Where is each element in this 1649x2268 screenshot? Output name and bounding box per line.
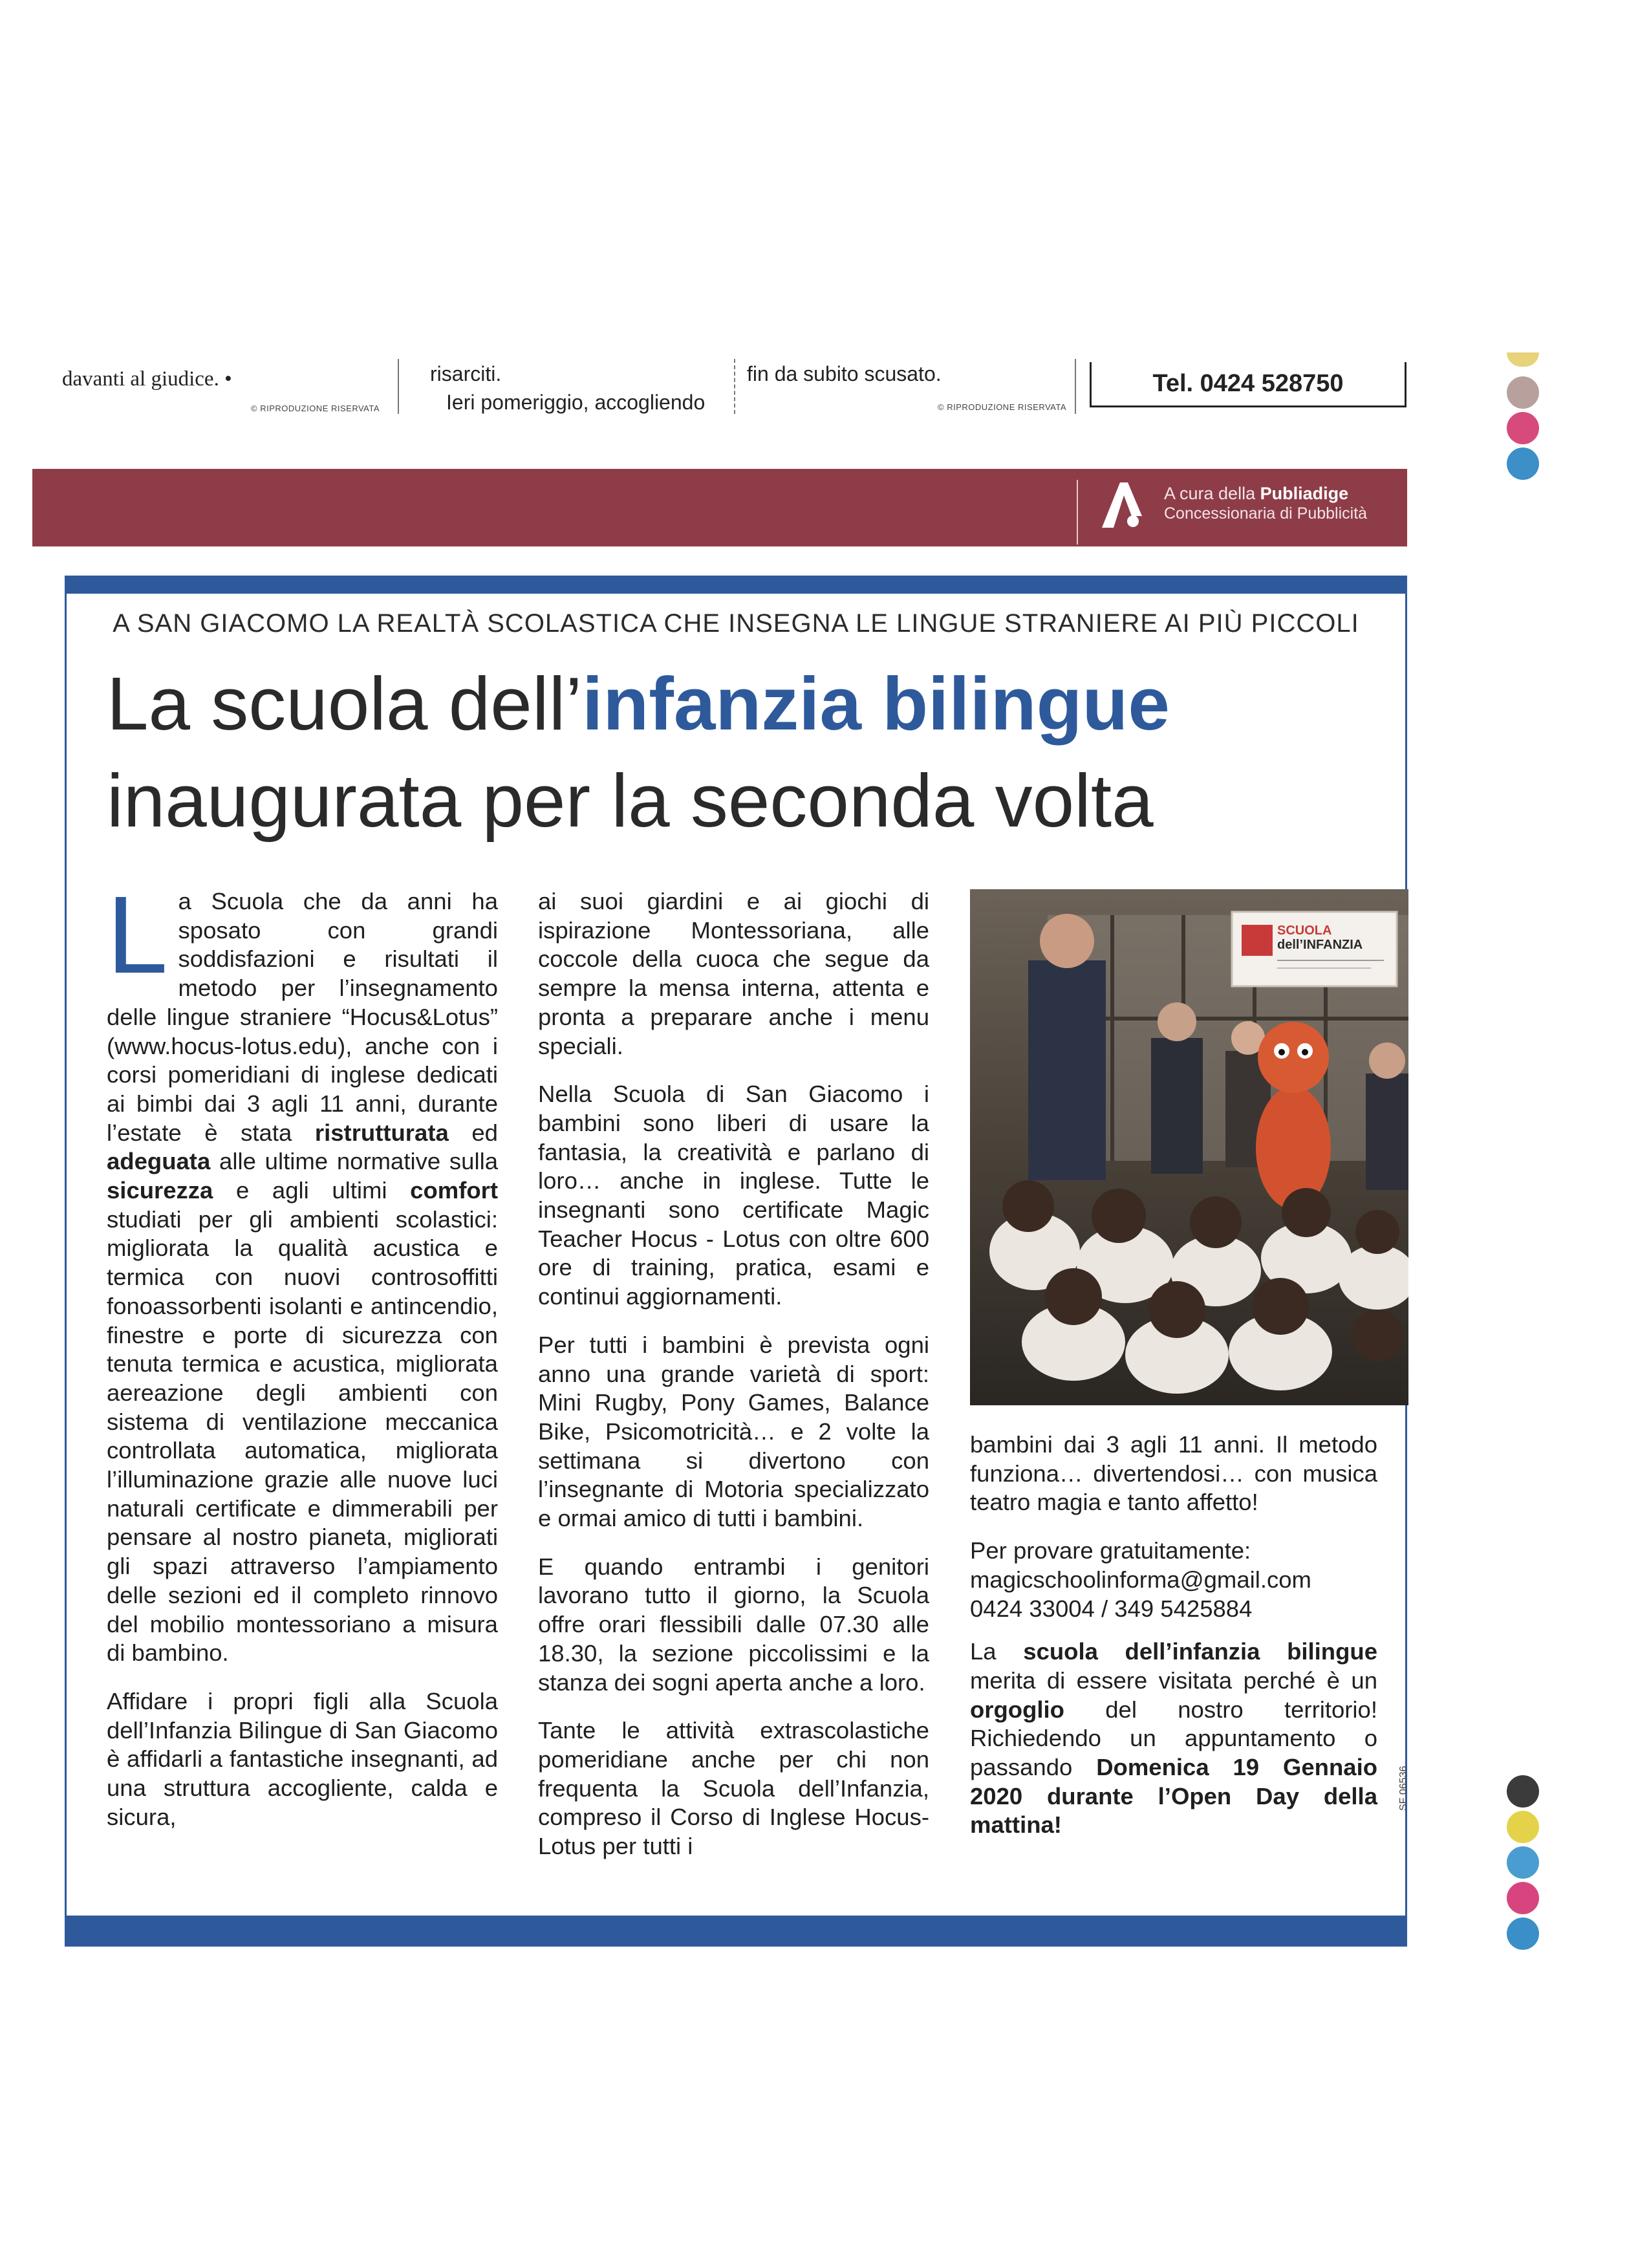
banner-brand: Publiadige: [1260, 484, 1349, 503]
tel-number: Tel. 0424 528750: [1152, 370, 1344, 397]
photo-code: SF 06536: [1398, 1766, 1409, 1811]
headline-line-1: [107, 662, 1400, 746]
banner-credit-prefix: A cura della: [1164, 484, 1260, 503]
registration-dot: [1507, 412, 1539, 444]
column2-paragraph-4: E quando entrambi i genitori lavorano tutto il giorno, la Scuola offre orari flessibili dalle 07.30 alle 18.30, la sezione piccolissimi e la stanza dei sogni aperta anche a loro.: [538, 1553, 929, 1696]
column-divider: [1075, 359, 1076, 414]
drop-cap: L: [107, 874, 168, 997]
tel-box: [1090, 362, 1406, 407]
registration-dot: [1507, 1811, 1539, 1843]
article-column-2: [538, 887, 929, 1881]
banner-credit: [1164, 484, 1348, 504]
column1-paragraph-1: La Scuola che da anni ha sposato con grandi soddisfazioni e risultati il metodo per l’insegnamento delle lingue straniere “Hocus&Lotus” (www.hocus-lotus.edu), anche con i corsi pomeridiani di inglese dedicati ai bimbi dai 3 agli 11 anni, durante l’estate è stata ristrutturata ed adeguata alle ultime normative sulla sicurezza e agli ultimi comfort studiati per gli ambienti scolastici: migliorata la qualità acustica e termica con nuovi controsoffitti fonoassorbenti isolanti e antincendio, finestre e porte di sicurezza con tenuta termica e acustica, migliorata aereazione degli ambienti con sistema di ventilazione meccanica controllata automatica, migliorata l’illuminazione grazie alle nuove luci naturali certificate e dimmerabili per pensare al nostro pianeta, migliorati gli spazi attraverso l’ampiamento delle sezioni ed il completo rinnovo del mobilio montessoriano a misura di bambino.: [107, 874, 498, 1667]
copyright-note-2: © RIPRODUZIONE RISERVATA: [938, 402, 1067, 412]
headline-line-2: inaugurata per la seconda volta: [107, 759, 1154, 843]
publiadige-logo-icon: [1099, 480, 1145, 529]
column2-paragraph-3: Per tutti i bambini è prevista ogni anno una grande varietà di sport: Mini Rugby, Pony Games, Balance Bike, Psicomotricità… e 2 volte la settimana si divertono con l’insegnante di Motoria specializzato e ormai amico di tutti i bambini.: [538, 1331, 929, 1532]
column-divider: [398, 359, 399, 414]
copyright-note-1: © RIPRODUZIONE RISERVATA: [251, 404, 380, 413]
article-bottom-rule: [65, 1916, 1407, 1945]
bullet-mark: •: [224, 367, 232, 391]
top-strip-col2-line1: risarciti.: [430, 362, 502, 385]
article-column-3: [970, 1431, 1377, 1859]
contact-email: magicschoolinforma@gmail.com: [970, 1566, 1311, 1593]
photo-illustration: [970, 889, 1408, 1405]
column2-paragraph-5: Tante le attività extrascolastiche pomeridiane anche per chi non frequenta la Scuola dell’Infanzia, compreso il Corso di Inglese Hocus-Lotus per tutti i: [538, 1717, 929, 1860]
contact-phones: 0424 33004 / 349 5425884: [970, 1595, 1253, 1622]
column-divider-dashed: [734, 359, 737, 414]
article-top-rule: [65, 576, 1407, 594]
registration-dot: [1507, 352, 1539, 367]
banner-divider: [1077, 480, 1078, 545]
registration-dot: [1507, 1917, 1539, 1950]
contact-block: [970, 1537, 1377, 1623]
sign-line-2: dell’INFANZIA: [1277, 938, 1363, 952]
registration-dot: [1507, 448, 1539, 480]
sign-line-1: SCUOLA: [1277, 923, 1332, 938]
column2-paragraph-2: Nella Scuola di San Giacomo i bambini sono liberi di usare la fantasia, la creatività e parlano di loro… anche in inglese. Tutte le insegnanti sono certificate Magic Teacher Hocus - Lotus con oltre 600 ore di training, pratica, esami e continui aggiornamenti.: [538, 1081, 929, 1310]
headline-highlight: infanzia bilingue: [582, 662, 1170, 746]
article-column-1: [107, 874, 498, 1852]
banner-subtitle: Concessionaria di Pubblicità: [1164, 504, 1368, 523]
contact-label: Per provare gratuitamente:: [970, 1537, 1251, 1564]
registration-dot: [1507, 376, 1539, 409]
top-strip-col1-text: davanti al giudice.: [62, 367, 219, 391]
column1-paragraph-2: Affidare i propri figli alla Scuola dell’Infanzia Bilingue di San Giacomo è affidarli a fantastiche insegnanti, ad una struttura accogliente, calda e sicura,: [107, 1687, 498, 1830]
inauguration-photo: [970, 889, 1408, 1405]
registration-dot: [1507, 1882, 1539, 1914]
top-strip-col1: [62, 367, 232, 391]
article-kicker: A SAN GIACOMO LA REALTÀ SCOLASTICA CHE INSEGNA LE LINGUE STRANIERE AI PIÙ PICCOLI: [113, 609, 1359, 638]
top-strip-col3-text: fin da subito scusato.: [747, 362, 942, 385]
column3-paragraph-1: bambini dai 3 agli 11 anni. Il metodo funziona… divertendosi… con musica teatro magia e tanto affetto!: [970, 1431, 1377, 1516]
registration-dot: [1507, 1775, 1539, 1808]
column2-paragraph-1: ai suoi giardini e ai giochi di ispirazione Montessoriana, alle coccole della cuoca che segue da sempre la mensa interna, attenta e pronta a preparare anche i menu speciali.: [538, 888, 929, 1059]
top-strip-col2-line2: Ieri pomeriggio, accogliendo: [446, 391, 706, 414]
column3-closing-paragraph: La scuola dell’infanzia bilingue merita di essere visitata perché è un orgoglio del nostro territorio! Richiedendo un appuntamento o passando Domenica 19 Gennaio 2020 durante l’Open Day della mattina!: [970, 1638, 1377, 1839]
registration-dot: [1507, 1846, 1539, 1879]
headline-pre: La scuola dell’: [107, 662, 583, 746]
